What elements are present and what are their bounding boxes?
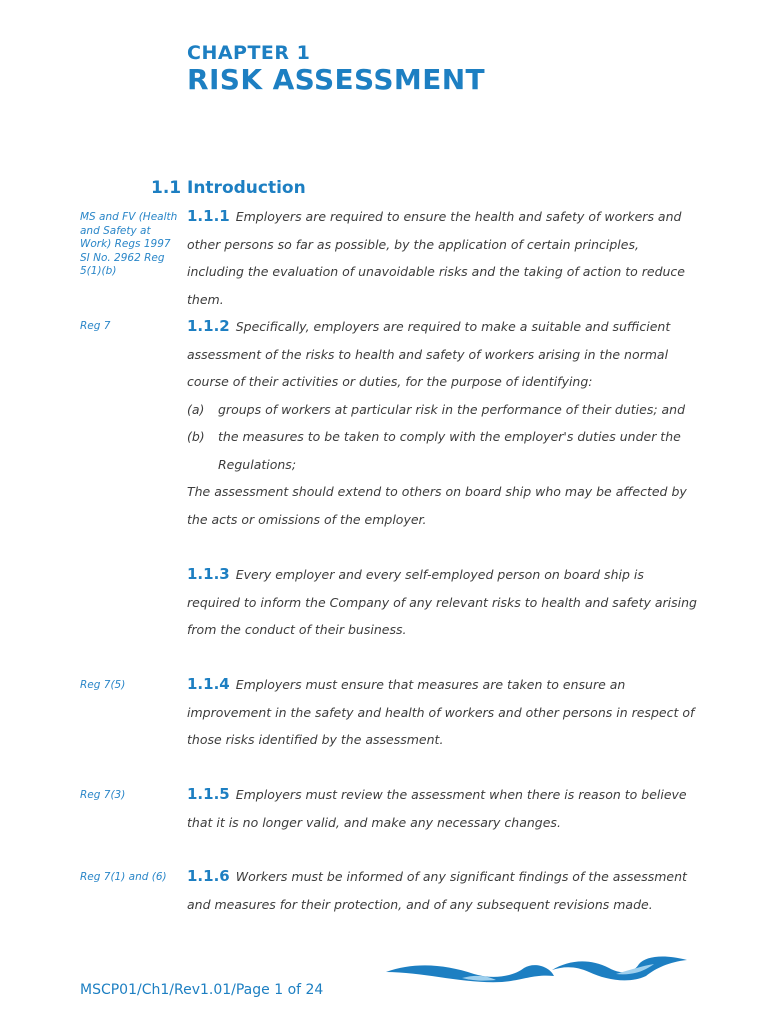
paragraph-number: 1.1.1 <box>187 207 230 225</box>
paragraph-1-1-2 <box>187 313 697 533</box>
list-marker: (a) <box>187 401 205 417</box>
paragraph-text: Employers must ensure that measures are taken to ensure an improvement in the safety and health of workers and other persons in respect of those risks identified by the assessment. <box>187 677 695 747</box>
chapter-label: CHAPTER 1 <box>187 42 311 64</box>
list-text: groups of workers at particular risk in the performance of their duties; and <box>218 401 686 417</box>
paragraph-after-text: The assessment should extend to others on board ship who may be affected by the acts or omissions of the employer. <box>187 484 687 527</box>
paragraph-text: Specifically, employers are required to make a suitable and sufficient assessment of the risks to health and safety of workers arising in the normal course of their activities or duties, for the purpose of identifying: <box>187 319 671 389</box>
section-number: 1.1 <box>151 178 182 198</box>
paragraph-text: Workers must be informed of any significant findings of the assessment and measures for their protection, and of any subsequent revisions made. <box>187 869 687 912</box>
paragraph-number: 1.1.3 <box>187 565 230 583</box>
list-text: the measures to be taken to comply with the employer's duties under the Regulations; <box>218 429 681 472</box>
margin-note-1-1-2: Reg 7 <box>80 320 111 332</box>
paragraph-1-1-5 <box>187 781 697 836</box>
footer-page-reference: MSCP01/Ch1/Rev1.01/Page 1 of 24 <box>80 982 324 998</box>
list-item <box>187 423 697 478</box>
list-item <box>187 396 697 424</box>
paragraph-number: 1.1.6 <box>187 867 230 885</box>
margin-note-1-1-1: MS and FV (Health and Safety at Work) Regs 1997 SI No. 2962 Reg 5(1)(b) <box>80 211 178 277</box>
margin-note-1-1-4: Reg 7(5) <box>80 679 126 691</box>
paragraph-1-1-4 <box>187 671 697 754</box>
paragraph-number: 1.1.5 <box>187 785 230 803</box>
list-marker: (b) <box>187 429 205 444</box>
paragraph-text: Employers are required to ensure the health and safety of workers and other persons so far as possible, by the application of certain principles, including the evaluation of unavoidable risks and the taking of action to reduce them. <box>187 209 685 307</box>
paragraph-number: 1.1.2 <box>187 317 230 335</box>
section-title: Introduction <box>187 178 306 198</box>
paragraph-1-1-1 <box>187 203 697 313</box>
margin-note-1-1-5: Reg 7(3) <box>80 789 126 801</box>
margin-note-1-1-6: Reg 7(1) and (6) <box>80 871 167 883</box>
paragraph-1-1-6 <box>187 863 697 918</box>
paragraph-number: 1.1.4 <box>187 675 230 693</box>
wave-logo-icon <box>384 950 689 990</box>
paragraph-text: Every employer and every self-employed person on board ship is required to inform the Company of any relevant risks to health and safety arising from the conduct of their business. <box>187 567 697 637</box>
paragraph-body <box>187 313 697 396</box>
paragraph-text: Employers must review the assessment when there is reason to believe that it is no longer valid, and make any necessary changes. <box>187 787 687 830</box>
paragraph-1-1-3 <box>187 561 697 644</box>
chapter-title: RISK ASSESSMENT <box>187 63 486 96</box>
